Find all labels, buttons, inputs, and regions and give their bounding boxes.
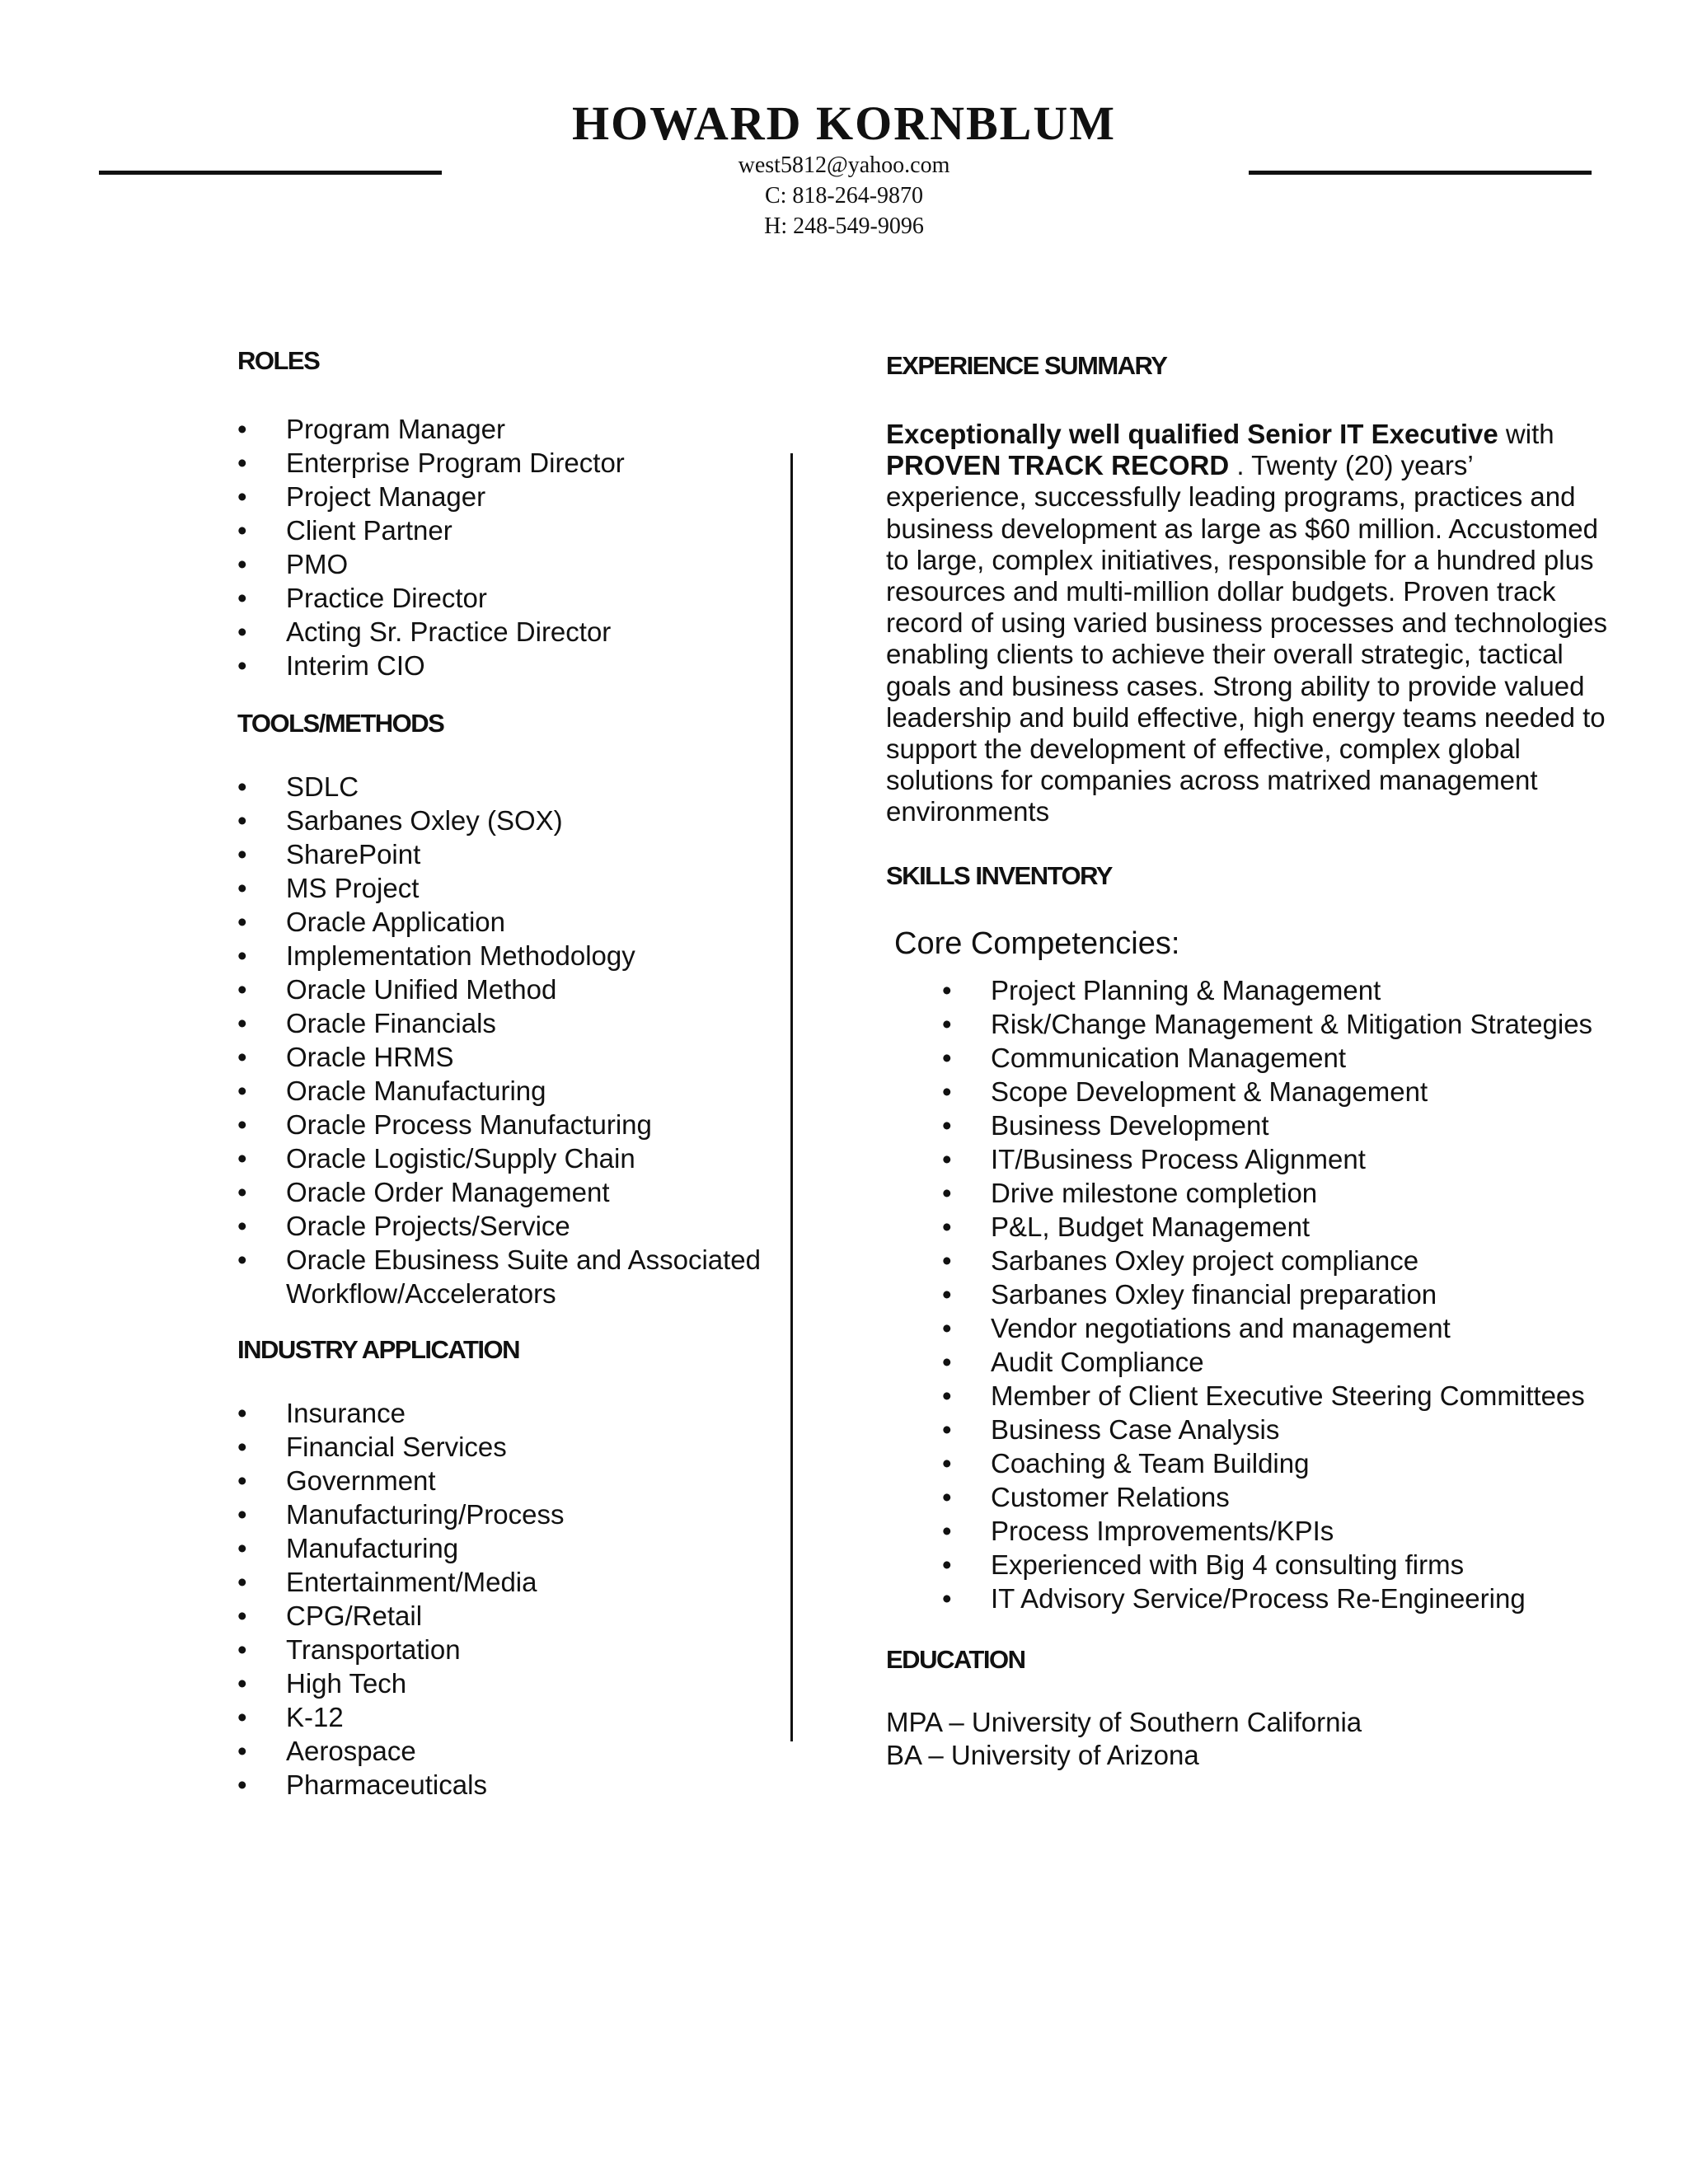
core-competencies-label: Core Competencies: [894,926,1180,961]
list-item: • Audit Compliance [942,1345,1611,1379]
list-item: • Oracle Application [237,905,765,939]
summary-body: . Twenty (20) years’ experience, successfully leading programs, practices and business development as large as $60 million. Accustomed to large, complex initiatives, responsible for a hundred plus resources and multi-million dollar budgets. Proven track record of using varied business processes and technologies enabling clients to achieve their overall strategic, tactical goals and business cases. Strong ability to provide valued leadership and build effective, high energy teams needed to support the development of effective, complex global solutions for companies across matrixed management environments [886,450,1608,827]
list-item: • Oracle HRMS [237,1040,765,1074]
education-degree-ba: BA – University of Arizona [886,1739,1199,1770]
list-item: • Aerospace [237,1734,765,1768]
list-item: • High Tech [237,1666,765,1700]
experience-heading: EXPERIENCE SUMMARY [886,351,1167,380]
skills-heading: SKILLS INVENTORY [886,860,1112,890]
education-degree-mpa: MPA – University of Southern California [886,1706,1362,1737]
list-item: • SDLC [237,770,765,804]
core-competencies-list [942,973,1611,1615]
list-item: • MS Project [237,871,765,905]
education-heading: EDUCATION [886,1644,1025,1674]
list-item: • Acting Sr. Practice Director [237,615,765,649]
resume-header [0,97,1688,241]
list-item: • Interim CIO [237,649,765,682]
list-item: • Oracle Order Management [237,1175,765,1209]
list-item: • Pharmaceuticals [237,1768,765,1802]
list-item: • K-12 [237,1700,765,1734]
list-item: • Oracle Ebusiness Suite and Associated Workflow/Accelerators [237,1243,765,1310]
contact-cell-phone: C: 818-264-9870 [764,183,924,209]
right-column [886,349,1611,1772]
list-item: • Insurance [237,1396,765,1430]
candidate-name: HOWARD KORNBLUM [572,96,1116,150]
list-item: • Sarbanes Oxley financial preparation [942,1277,1611,1311]
list-item: • Oracle Unified Method [237,972,765,1006]
industry-list [237,1396,765,1802]
list-item: • Practice Director [237,581,765,615]
list-item: • Oracle Process Manufacturing [237,1108,765,1141]
roles-list [237,412,765,682]
list-item: • PMO [237,547,765,581]
list-item: • Project Manager [237,480,765,513]
list-item: • Client Partner [237,513,765,547]
contact-email: west5812@yahoo.com [738,152,950,178]
roles-heading: ROLES [237,346,320,375]
summary-record-bold: PROVEN TRACK RECORD [886,450,1230,481]
list-item: • Transportation [237,1633,765,1666]
experience-summary [886,419,1611,828]
list-item: • SharePoint [237,837,765,871]
list-item: • Implementation Methodology [237,939,765,972]
list-item: • Project Planning & Management [942,973,1611,1007]
column-divider [790,453,793,1741]
education-block [886,1706,1611,1772]
list-item: • Drive milestone completion [942,1176,1611,1210]
list-item: • Sarbanes Oxley project compliance [942,1244,1611,1277]
summary-with: with [1498,419,1554,449]
list-item: • Business Development [942,1108,1611,1142]
list-item: • Customer Relations [942,1480,1611,1514]
list-item: • Financial Services [237,1430,765,1464]
list-item: • Entertainment/Media [237,1565,765,1599]
list-item: • Oracle Projects/Service [237,1209,765,1243]
list-item: • Program Manager [237,412,765,446]
list-item: • Vendor negotiations and management [942,1311,1611,1345]
list-item: • Oracle Manufacturing [237,1074,765,1108]
list-item: • Experienced with Big 4 consulting firms [942,1548,1611,1582]
list-item: • Scope Development & Management [942,1075,1611,1108]
list-item: • Business Case Analysis [942,1413,1611,1446]
contact-home-phone: H: 248-549-9096 [764,213,924,239]
tools-list [237,770,765,1310]
list-item: • Process Improvements/KPIs [942,1514,1611,1548]
list-item: • Enterprise Program Director [237,446,765,480]
list-item: • Coaching & Team Building [942,1446,1611,1480]
list-item: • IT/Business Process Alignment [942,1142,1611,1176]
list-item: • Member of Client Executive Steering Committees [942,1379,1611,1413]
list-item: • Communication Management [942,1041,1611,1075]
list-item: • Manufacturing/Process [237,1497,765,1531]
list-item: • P&L, Budget Management [942,1210,1611,1244]
industry-heading: INDUSTRY APPLICATION [237,1335,520,1364]
list-item: • Sarbanes Oxley (SOX) [237,804,765,837]
list-item: • Oracle Financials [237,1006,765,1040]
tools-heading: TOOLS/METHODS [237,709,444,738]
list-item: • CPG/Retail [237,1599,765,1633]
list-item: • Government [237,1464,765,1497]
list-item: • IT Advisory Service/Process Re-Engineering [942,1582,1611,1615]
summary-lead-bold: Exceptionally well qualified Senior IT Executive [886,419,1498,449]
list-item: • Oracle Logistic/Supply Chain [237,1141,765,1175]
left-column [237,344,765,1802]
list-item: • Manufacturing [237,1531,765,1565]
list-item: • Risk/Change Management & Mitigation Strategies [942,1007,1611,1041]
